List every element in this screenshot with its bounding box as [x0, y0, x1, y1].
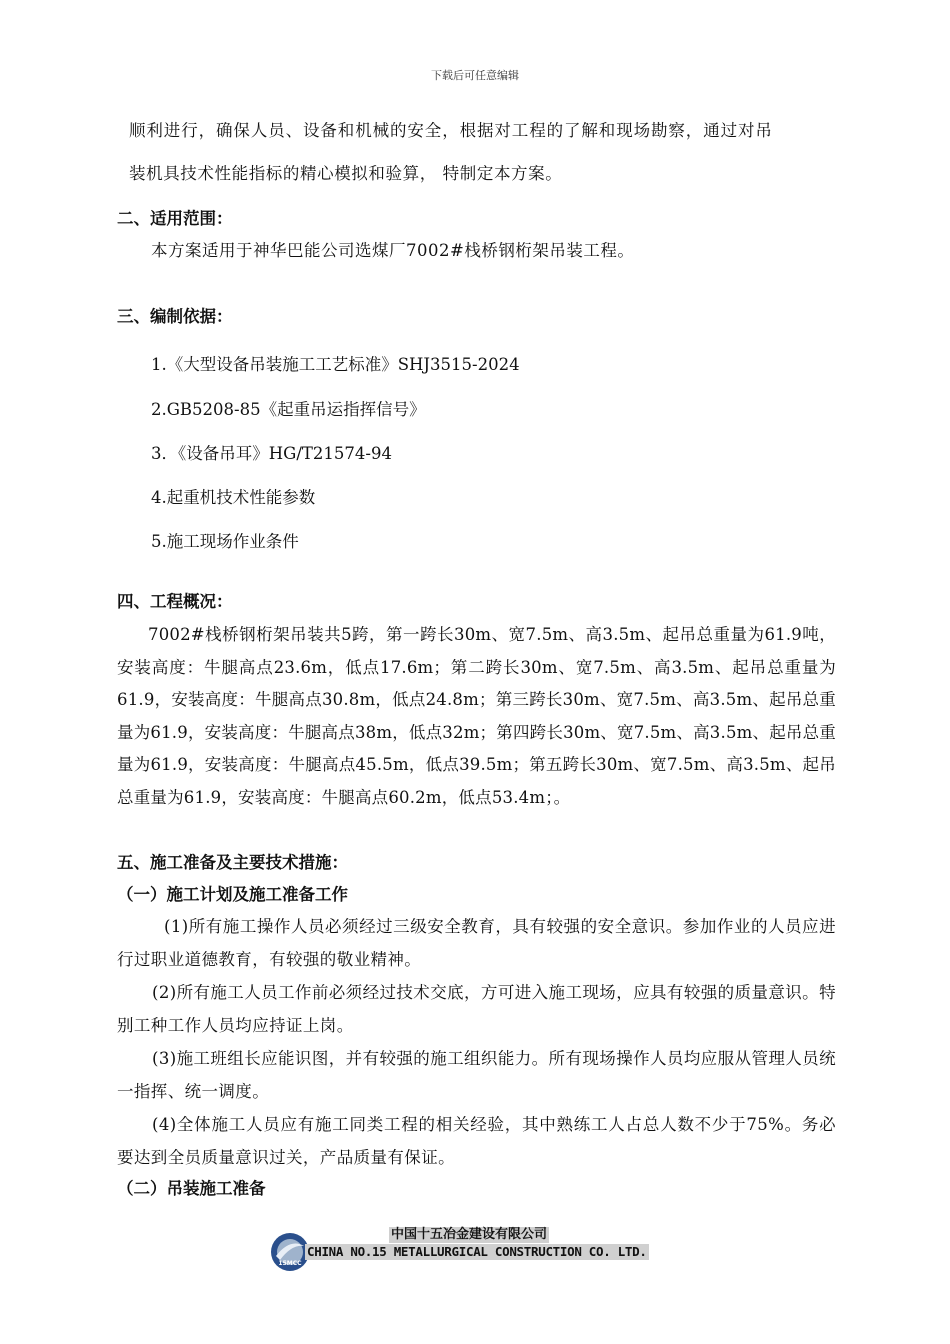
basis-item: 2.GB5208-85《起重吊运指挥信号》	[151, 400, 426, 419]
intro-line-2: 装机具技术性能指标的精心模拟和验算， 特制定本方案。	[129, 164, 563, 183]
measure-paragraph: (1)所有施工操作人员必须经过三级安全教育，具有较强的安全意识。参加作业的人员应进行过职业道德教育，有较强的敬业精神。	[117, 917, 836, 969]
footer-company-cn: 中国十五冶金建设有限公司	[391, 1227, 548, 1242]
section-5-heading: 五、施工准备及主要技术措施：	[117, 853, 348, 872]
footer-company-en: CHINA NO.15 METALLURGICAL CONSTRUCTION CO. LTD.	[307, 1244, 647, 1259]
basis-item: 1.《大型设备吊装施工工艺标准》SHJ3515-2024	[151, 355, 520, 374]
subsection-1-heading: （一）施工计划及施工准备工作	[117, 885, 348, 904]
basis-item: 3．《设备吊耳》HG/T21574-94	[151, 444, 392, 463]
project-overview-paragraph: 7002#栈桥钢桁架吊装共5跨，第一跨长30m、宽7.5m、高3.5m、起吊总重量为61.9吨，安装高度：牛腿高点23.6m，低点17.6m；第二跨长30m、宽7.5m、高3.5m、起吊总重量为61.9，安装高度：牛腿高点30.8m，低点24.8m；第三跨长30m、宽7.5m、高3.5m、起吊总重量为61.9，安装高度：牛腿高点38m，低点32m；第四跨长30m、宽7.5m、高3.5m、起吊总重量为61.9，安装高度：牛腿高点45.5m，低点39.5m；第五跨长30m、宽7.5m、高3.5m、起吊总重量为61.9，安装高度：牛腿高点60.2m，低点53.4m；。	[117, 625, 836, 807]
section-3-heading: 三、编制依据：	[117, 307, 233, 326]
measure-paragraph: (2)所有施工人员工作前必须经过技术交底，方可进入施工现场，应具有较强的质量意识。特别工种工作人员均应持证上岗。	[117, 983, 836, 1035]
company-logo-icon	[270, 1232, 310, 1272]
subsection-2-heading: （二）吊装施工准备	[117, 1179, 266, 1198]
measure-paragraph: (4)全体施工人员应有施工同类工程的相关经验，其中熟练工人占总人数不少于75%。务必要达到全员质量意识过关，产品质量有保证。	[117, 1115, 836, 1167]
intro-line-1: 顺利进行，确保人员、设备和机械的安全，根据对工程的了解和现场勘察，通过对吊	[129, 121, 773, 140]
section-2-heading: 二、适用范围：	[117, 209, 233, 228]
basis-item: 4.起重机技术性能参数	[151, 488, 316, 507]
basis-item: 5.施工现场作业条件	[151, 532, 299, 551]
measure-paragraph: (3)施工班组长应能识图，并有较强的施工组织能力。所有现场操作人员均应服从管理人员统一指挥、统一调度。	[117, 1049, 836, 1101]
logo-text: 15MCC	[278, 1260, 302, 1267]
section-2-body: 本方案适用于神华巴能公司选煤厂7002#栈桥钢桁架吊装工程。	[151, 241, 635, 260]
page-header-note: 下载后可任意编辑	[431, 69, 519, 82]
section-4-heading: 四、工程概况：	[117, 592, 233, 611]
